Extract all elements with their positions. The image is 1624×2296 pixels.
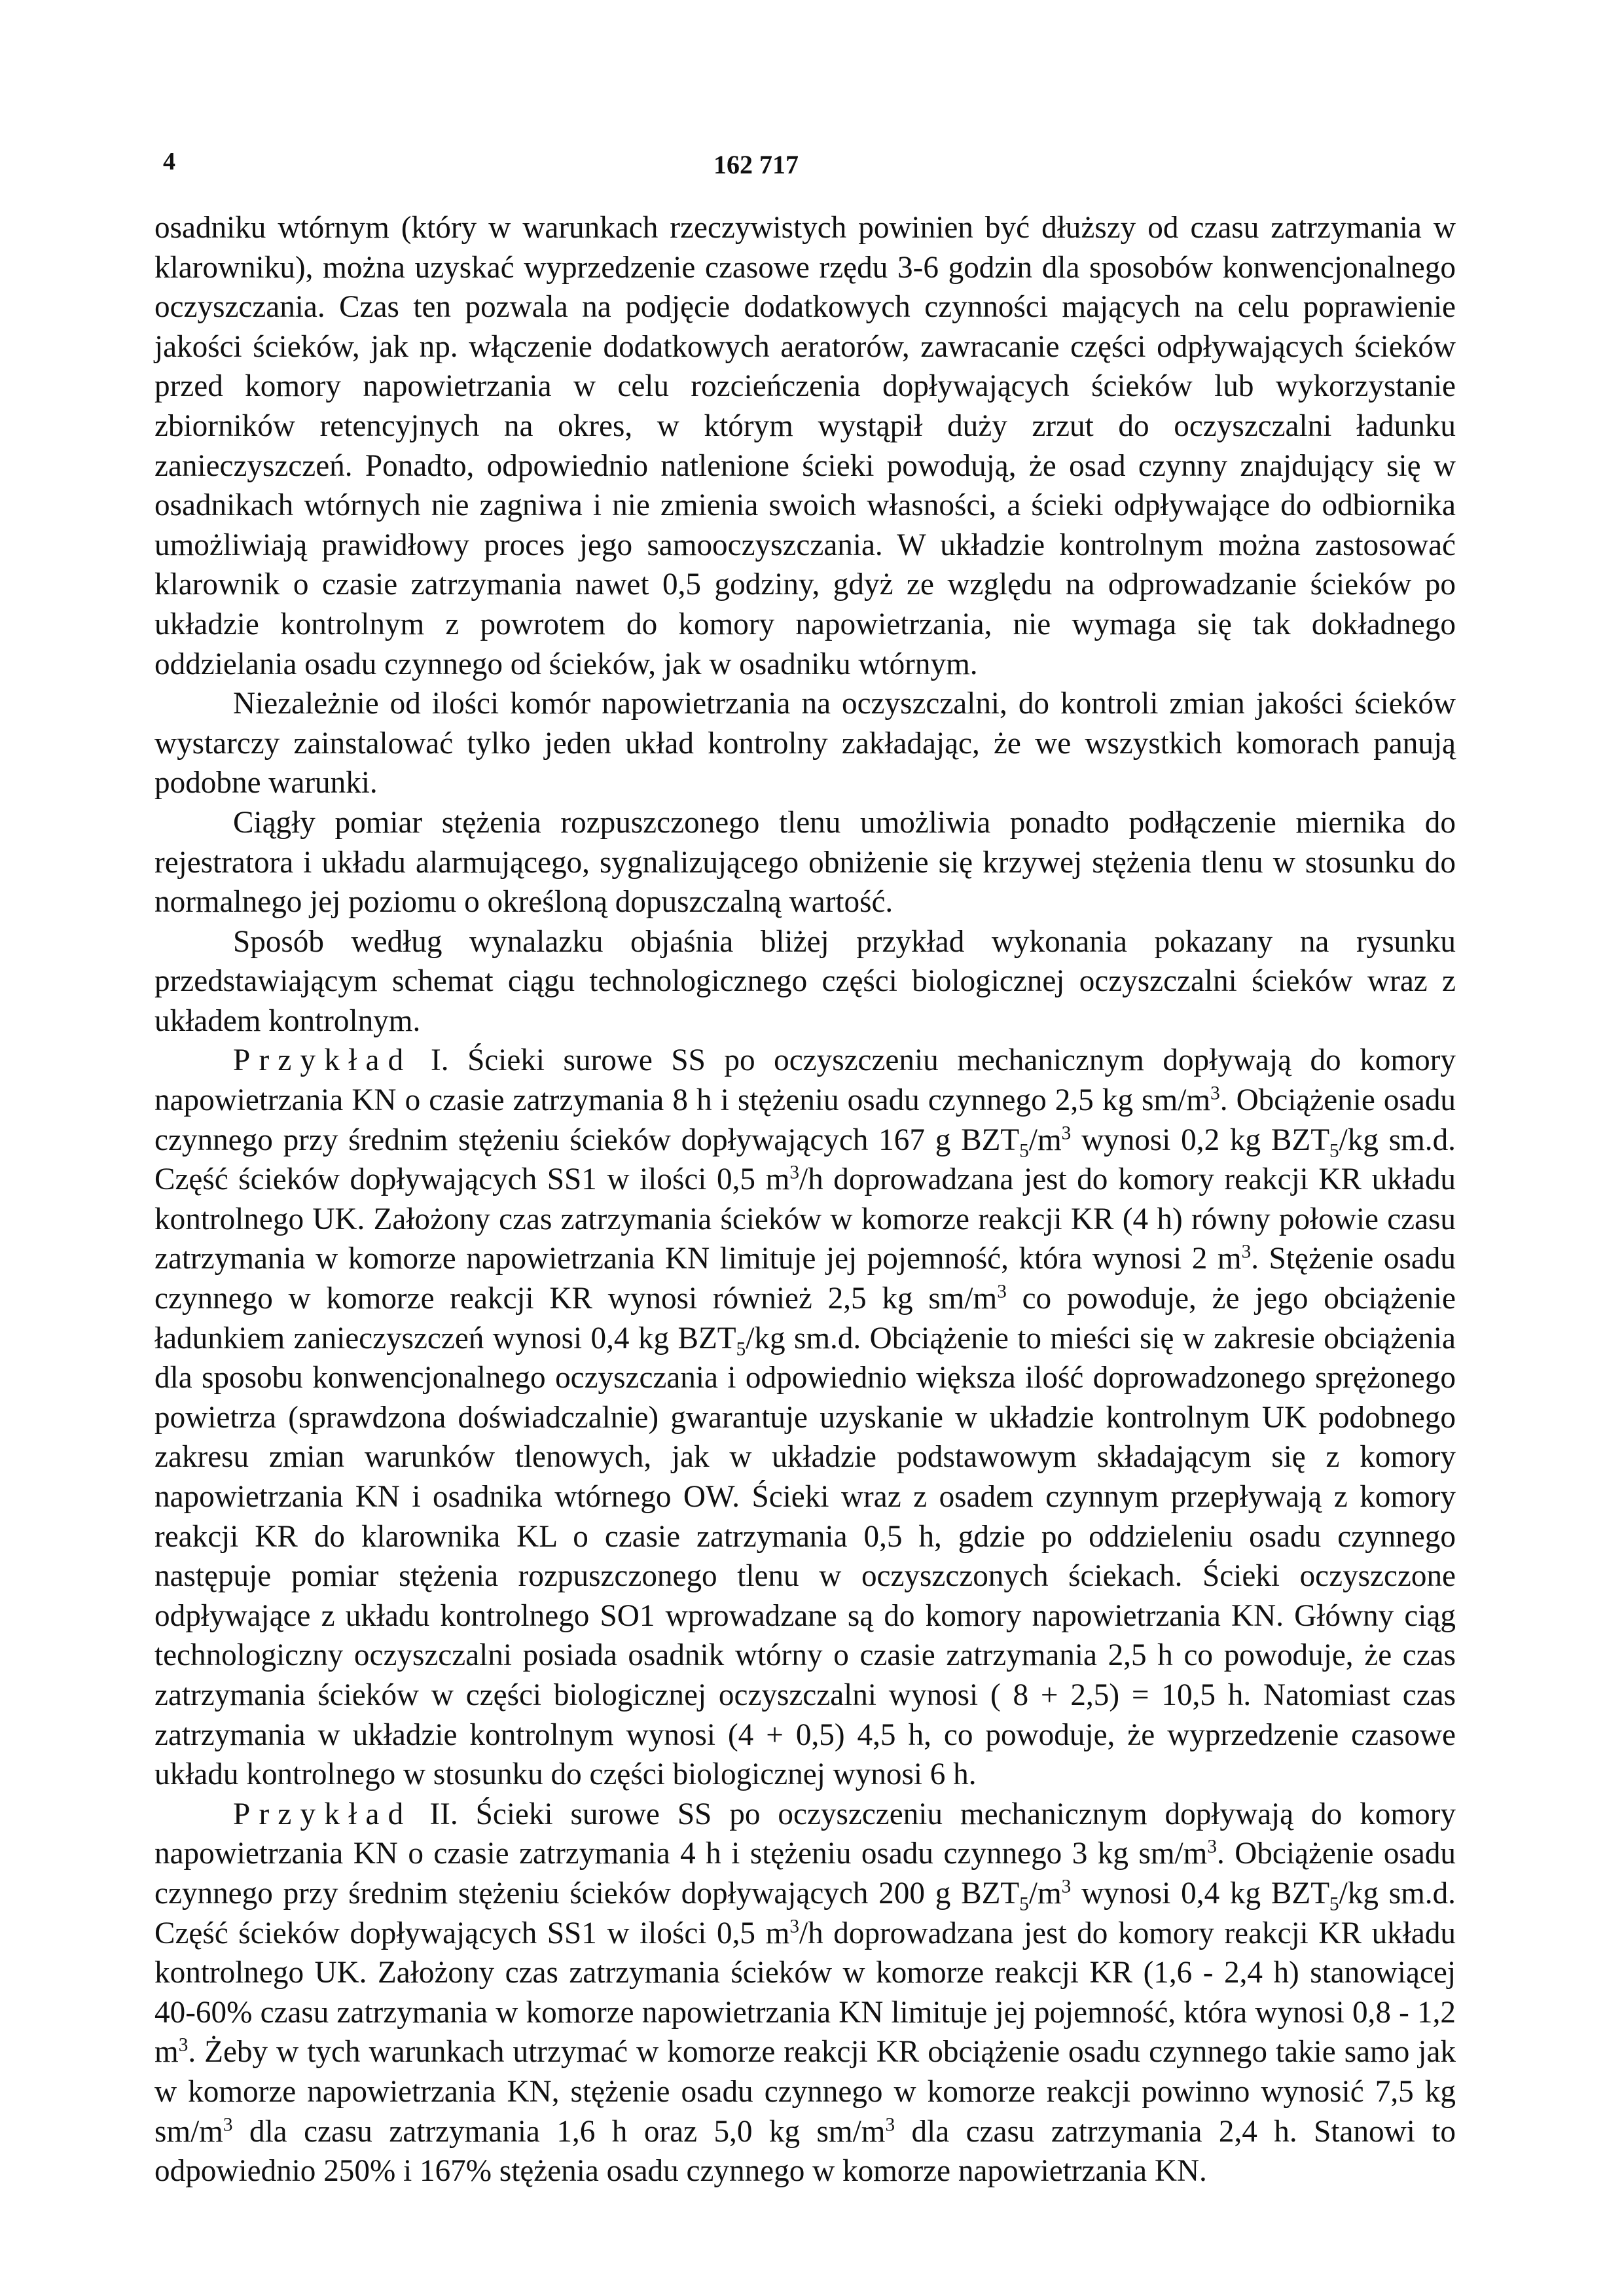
text-run: Sposób według wynalazku objaśnia bliżej przykład wykonania pokazany na rysunku przedstawiającym schemat ciągu technologicznego części biologicznej oczyszczalni ścieków wraz z układem kontrolnym. [154,924,1456,1038]
text-run: osadniku wtórnym (który w warunkach rzeczywistych powinien być dłuższy od czasu zatrzymania w klarowniku), można uzyskać wyprzedzenie czasowe rzędu 3-6 godzin dla sposobów konwencjonalnego oczyszczania. Czas ten pozwala na podjęcie dodatkowych czynności mających na celu poprawienie jakości ścieków, jak np. włączenie dodatkowych aeratorów, zawracanie części odpływających ścieków przed komory napowietrzania w celu rozcieńczenia dopływających ścieków lub wykorzystanie zbiorników retencyjnych na okres, w którym wystąpił duży zrzut do oczyszczalni ładunku zanieczyszczeń. Ponadto, odpowiednio natlenione ścieki powodują, że osad czynny znajdujący się w osadnikach wtórnych nie zagniwa i nie zmienia swoich własności, a ścieki odpływające do odbiornika umożliwiają prawidłowy proces jego samooczyszczania. W układzie kontrolnym można zastosować klarownik o czasie zatrzymania nawet 0,5 godziny, gdyż ze względu na odprowadzanie ścieków po układzie kontrolnym z powrotem do komory napowietrzania, nie wymaga się tak dokładnego oddzielania osadu czynnego od ścieków, jak w osadniku wtórnym. [154,211,1456,681]
text-run: I. Ścieki surowe SS po oczyszczeniu mechanicznym dopływają do komory napowietrzania KN o czasie zatrzymania 8 h i stężeniu osadu czynnego 2,5 kg sm/m [154,1043,1456,1118]
example-label: Przykład [233,1043,412,1078]
patent-number: 162 717 [713,150,799,179]
text-run: wynosi 0,2 kg BZT [1071,1122,1330,1157]
text-run: II. Ścieki surowe SS po oczyszczeniu mechanicznym dopływają do komory napowietrzania KN o czasie zatrzymania 4 h i stężeniu osadu czynnego 3 kg sm/m [154,1797,1456,1871]
text-run: /m [1028,1122,1062,1157]
subscript: 5 [1329,1140,1339,1162]
subscript: 5 [1019,1140,1029,1162]
paragraph [154,208,1456,684]
text-run: /h doprowadzana jest do komory reakcji KR układu kontrolnego UK. Założony czas zatrzymania ścieków w komorze reakcji KR (1,6 - 2,4 h) stanowiącej 40-60% czasu zatrzymania w komorze napowietrzania KN limituje jej pojemność, która wynosi 0,8 - 1,2 m [154,1916,1456,2070]
text-run: dla czasu zatrzymania 1,6 h oraz 5,0 kg sm/m [232,2114,886,2149]
superscript: 3 [1061,1122,1072,1143]
text-run: dla czasu zatrzymania 2,4 h. Stanowi to odpowiednio 250% i 167% stężenia osadu czynnego w komorze napowietrzania KN. [154,2114,1456,2189]
superscript: 3 [997,1281,1007,1302]
paragraph [154,922,1456,1041]
text-run: Ciągły pomiar stężenia rozpuszczonego tlenu umożliwia ponadto podłączenie miernika do rejestratora i układu alarmującego, sygnalizującego obniżenie się krzywej stężenia tlenu w stosunku do normalnego jej poziomu o określoną dopuszczalną wartość. [154,805,1456,920]
text-run: Niezależnie od ilości komór napowietrzania na oczyszczalni, do kontroli zmian jakości ścieków wystarczy zainstalować tylko jeden układ kontrolny zakładając, że we wszystkich komorach panują podobne warunki. [154,687,1456,800]
subscript: 5 [736,1338,746,1360]
text-run: . Stężenie osadu czynnego w komorze reakcji KR wynosi również 2,5 kg sm/m [154,1242,1456,1316]
superscript: 3 [1061,1876,1072,1897]
document-body [154,208,1456,2191]
superscript: 3 [789,1162,799,1183]
example-label: Przykład [233,1797,412,1831]
text-run: /m [1028,1876,1062,1910]
superscript: 3 [789,1915,799,1937]
subscript: 5 [1019,1893,1029,1915]
text-run: /kg sm.d. Obciążenie to mieści się w zakresie obciążenia dla sposobu konwencjonalnego oczyszczania i odpowiednio większa ilość doprowadzonego sprężonego powietrza (sprawdzona doświadczalnie) gwarantuje uzyskanie w układzie kontrolnym UK podobnego zakresu zmian warunków tlenowych, jak w układzie podstawowym składającym się z komory napowietrzania KN i osadnika wtórnego OW. Ścieki wraz z osadem czynnym przepływają z komory reakcji KR do klarownika KL o czasie zatrzymania 0,5 h, gdzie po oddzieleniu osadu czynnego następuje pomiar stężenia rozpuszczonego tlenu w oczyszczonych ściekach. Ścieki oczyszczone odpływające z układu kontrolnego SO1 wprowadzane są do komory napowietrzania KN. Główny ciąg technologiczny oczyszczalni posiada osadnik wtórny o czasie zatrzymania 2,5 h co powoduje, że czas zatrzymania ścieków w części biologicznej oczyszczalni wynosi ( 8 + 2,5) = 10,5 h. Natomiast czas zatrzymania w układzie kontrolnym wynosi (4 + 0,5) 4,5 h, co powoduje, że wyprzedzenie czasowe układu kontrolnego w stosunku do części biologicznej wynosi 6 h. [154,1321,1456,1792]
superscript: 3 [178,2034,189,2056]
superscript: 3 [885,2113,895,2135]
text-run: . Obciążenie osadu czynnego przy średnim stężeniu ścieków dopływających 200 g BZT [154,1837,1456,1910]
paragraph [154,803,1456,922]
subscript: 5 [1329,1893,1339,1915]
text-run: /kg sm.d. Część ścieków dopływających SS1 w ilości 0,5 m [154,1876,1456,1950]
text-run: /kg sm.d. Część ścieków dopływających SS1 w ilości 0,5 m [154,1122,1456,1197]
text-run: /h doprowadzana jest do komory reakcji KR układu kontrolnego UK. Założony czas zatrzymania ścieków w komorze reakcji KR (4 h) równy połowie czasu zatrzymania w komorze napowietrzania KN limituje jej pojemność, która wynosi 2 m [154,1162,1456,1276]
superscript: 3 [1241,1241,1252,1263]
page-number: 4 [163,148,175,175]
superscript: 3 [1210,1083,1220,1104]
text-run: co powoduje, że jego obciążenie ładunkiem zanieczyszczeń wynosi 0,4 kg BZT [154,1282,1456,1355]
text-run: wynosi 0,4 kg BZT [1071,1876,1330,1910]
paragraph [154,1041,1456,1794]
text-run: . Obciążenie osadu czynnego przy średnim stężeniu ścieków dopływających 167 g BZT [154,1083,1456,1157]
superscript: 3 [1207,1836,1217,1857]
paragraph [154,684,1456,803]
paragraph [154,1795,1456,2191]
text-run: . Żeby w tych warunkach utrzymać w komorze reakcji KR obciążenie osadu czynnego takie samo jak w komorze napowietrzania KN, stężenie osadu czynnego w komorze reakcji powinno wynosić 7,5 kg sm/m [154,2035,1456,2149]
superscript: 3 [223,2113,233,2135]
